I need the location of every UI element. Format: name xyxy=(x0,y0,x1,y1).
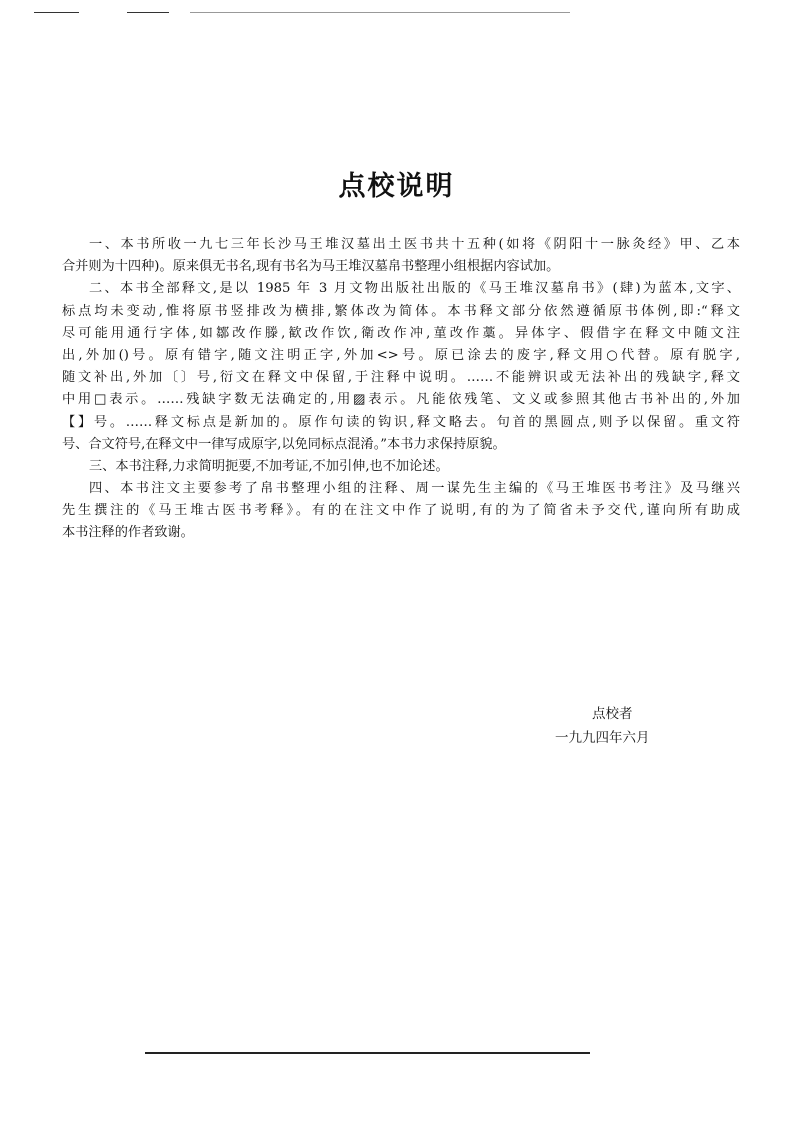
paragraph-line: 出,外加()号。原有错字,随文注明正字,外加<>号。原已涂去的废字,释文用○代替。原有脱字, xyxy=(62,347,740,363)
paragraph-line: 尽可能用通行字体,如鄒改作滕,歓改作饮,衛改作冲,菫改作藁。异体字、假借字在释文中随文注 xyxy=(62,325,740,341)
paragraph-line: 本书注释的作者致谢。 xyxy=(62,525,194,541)
paragraph-line: 随文补出,外加〔〕号,衍文在释文中保留,于注释中说明。……不能辨识或无法补出的残缺字,释文 xyxy=(62,370,740,386)
paragraph-line: 【】号。……释文标点是新加的。原作句读的钩识,释文略去。句首的黑圆点,则予以保留。重文符 xyxy=(62,414,740,430)
scan-edge-line xyxy=(127,12,169,13)
paragraph-line: 三、本书注释,力求简明扼要,不加考证,不加引伸,也不加论述。 xyxy=(89,458,449,474)
page-title: 点校说明 xyxy=(338,171,455,202)
scan-edge-line xyxy=(190,12,570,13)
paragraph-line: 四、本书注文主要参考了帛书整理小组的注释、周一谋先生主编的《马王堆医书考注》及马继兴 xyxy=(89,481,740,497)
paragraph-line: 一、本书所收一九七三年长沙马王堆汉墓出土医书共十五种(如将《阴阳十一脉灸经》甲、乙本 xyxy=(89,237,740,252)
paragraph-line: 号、合文符号,在释文中一律写成原字,以免同标点混淆。”本书力求保持原貌。 xyxy=(62,436,506,452)
scan-edge-line xyxy=(34,12,79,13)
paragraph-line: 二、本书全部释文,是以 1985 年 3 月文物出版社出版的《马王堆汉墓帛书》(肆)为蓝本,文字、 xyxy=(89,281,740,297)
paragraph-line: 合并则为十四种)。原来俱无书名,现有书名为马王堆汉墓帛书整理小组根据内容试加。 xyxy=(62,259,560,275)
scan-edge-line xyxy=(145,1052,590,1054)
paragraph-line: 中用□表示。……残缺字数无法确定的,用▨表示。凡能依残笔、文义或参照其他古书补出的,外加 xyxy=(62,392,740,408)
document-body xyxy=(62,234,740,545)
paragraph-line: 先生撰注的《马王堆古医书考释》。有的在注文中作了说明,有的为了简省未予交代,谨向所有助成 xyxy=(62,503,740,519)
signature-date: 一九九四年六月 xyxy=(555,730,650,746)
signature-author: 点校者 xyxy=(592,706,633,722)
paragraph-line: 标点均未变动,惟将原书竖排改为横排,繁体改为简体。本书释文部分依然遵循原书体例,即:“释文 xyxy=(62,303,740,319)
